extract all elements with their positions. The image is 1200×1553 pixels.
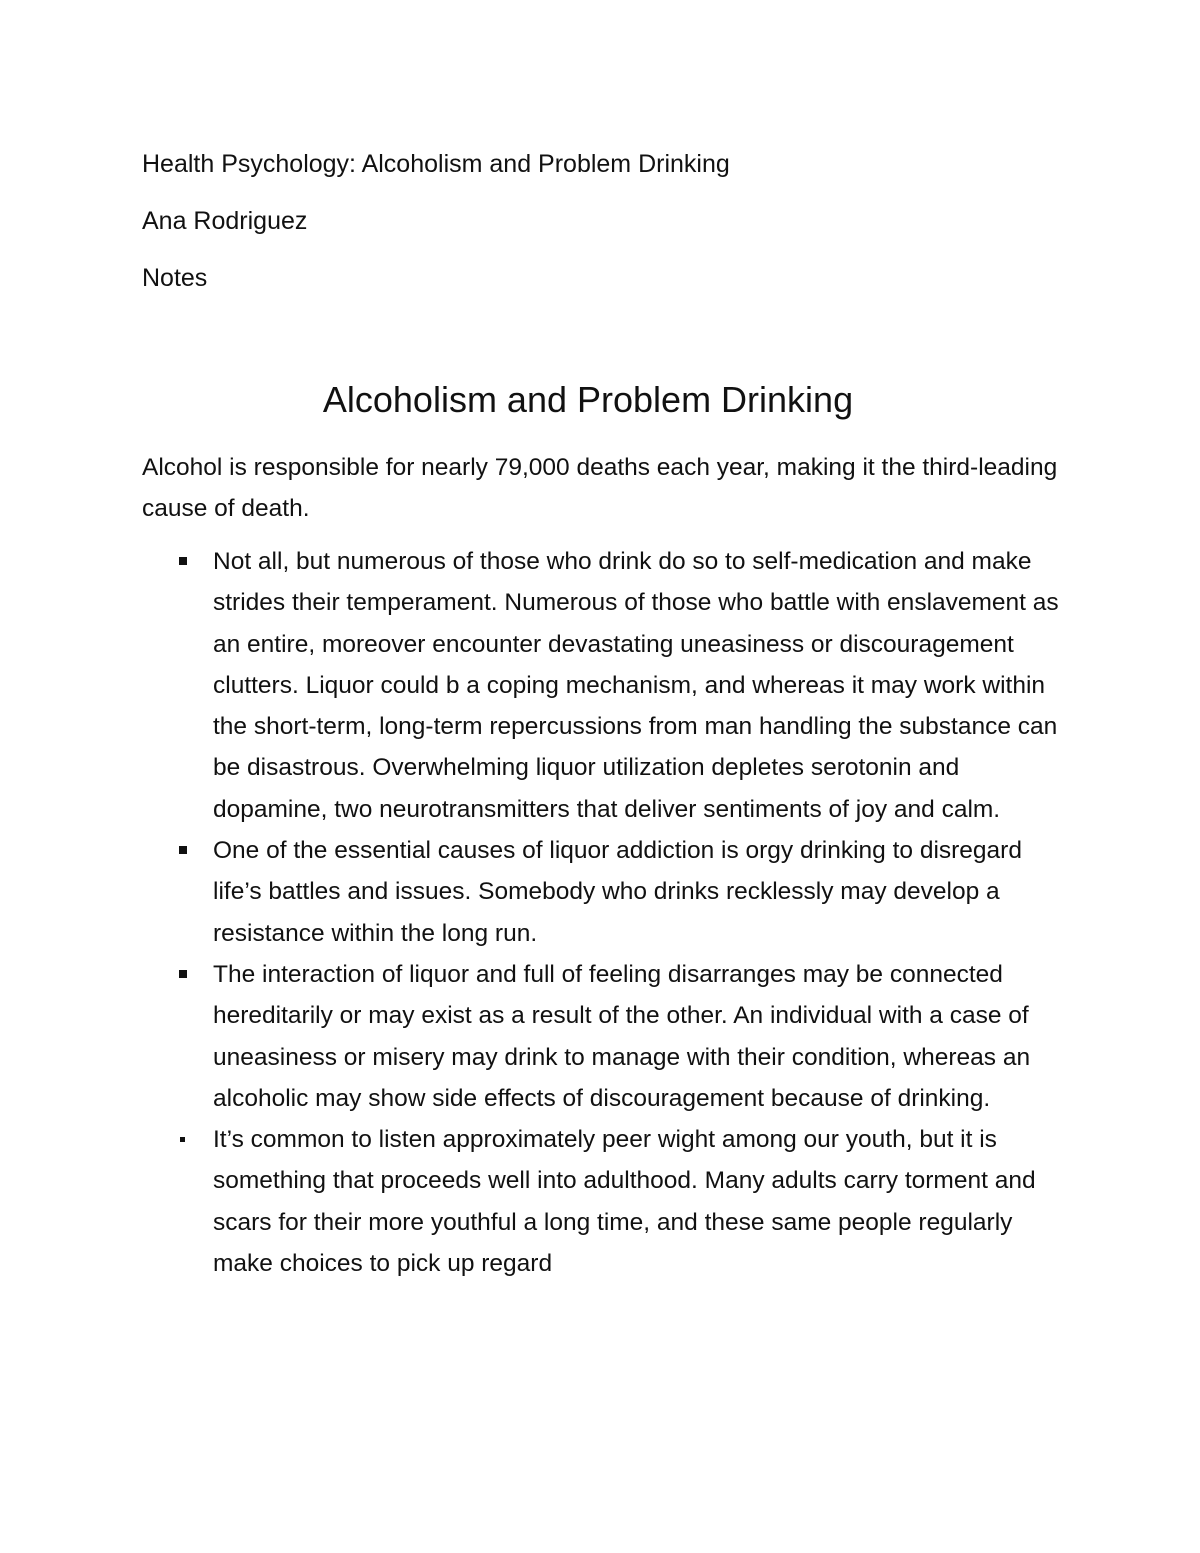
list-item-text: The interaction of liquor and full of feeling disarranges may be connected hereditarily or may exist as a result of the other. An individual with a case of uneasiness or misery may drink to manage with their condition, whereas an alcoholic may show side effects of discouragement because of drinking. — [213, 960, 1031, 1112]
notes-label: Notes — [142, 264, 208, 292]
list-item — [142, 954, 1067, 1119]
document-title: Alcoholism and Problem Drinking — [322, 379, 854, 420]
bullet-list — [142, 541, 1067, 1284]
list-item-text: Not all, but numerous of those who drink do so to self-medication and make strides their temperament. Numerous of those who battle with enslavement as an entire, moreover encounter devastating uneasiness or discouragement clutters. Liquor could b a coping mechanism, and whereas it may work within the short-term, long-term repercussions from man handling the substance can be disastrous. Overwhelming liquor utilization depletes serotonin and dopamine, two neurotransmitters that deliver sentiments of joy and calm. — [213, 548, 1059, 823]
list-item — [142, 830, 1067, 954]
list-item — [142, 1119, 1067, 1284]
list-item-text: One of the essential causes of liquor addiction is orgy drinking to disregard life’s battles and issues. Somebody who drinks recklessly may develop a resistance within the long run. — [213, 837, 1022, 947]
list-item-text: It’s common to listen approximately peer wight among our youth, but it is something that proceeds well into adulthood. Many adults carry torment and scars for their more youthful a long time, and these same people regularly make choices to pick up regard — [213, 1126, 1036, 1278]
list-item — [142, 541, 1067, 830]
course-heading: Health Psychology: Alcoholism and Problem Drinking — [142, 150, 730, 178]
square-bullet-icon — [179, 846, 187, 854]
square-bullet-icon — [179, 970, 187, 978]
square-bullet-icon — [180, 1137, 185, 1142]
square-bullet-icon — [179, 557, 187, 565]
intro-paragraph: Alcohol is responsible for nearly 79,000 deaths each year, making it the third-leading cause of death. — [142, 454, 1058, 522]
author-name: Ana Rodriguez — [142, 207, 308, 235]
